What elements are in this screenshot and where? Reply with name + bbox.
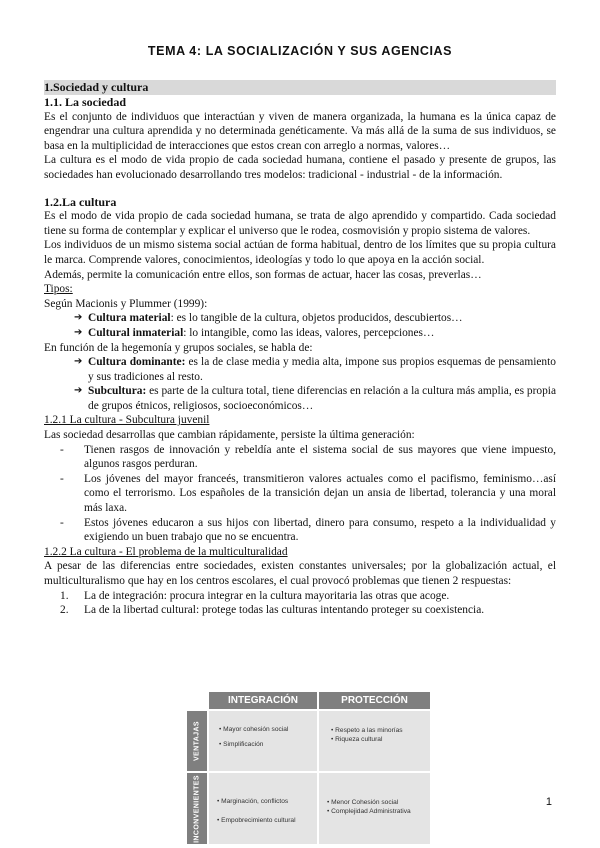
paragraph: La cultura es el modo de vida propio de cada sociedad humana, contiene el pasado y presente de grupos, las sociedades han evolucionado desarrollando tres modelos: tradicional - industrial - de la información. xyxy=(44,154,556,181)
subsection-heading-sociedad: 1.1. La sociedad xyxy=(44,95,127,109)
list-item xyxy=(74,384,556,413)
hegemony-list xyxy=(44,355,556,413)
term: Cultura dominante: xyxy=(88,356,186,369)
list-item: - Estos jóvenes educaron a sus hijos con libertad, dinero para consumo, respeto a la individualidad y exigiendo un buen trabajo que no se encuentra. xyxy=(60,516,556,544)
term: Cultural inmaterial xyxy=(88,326,184,339)
paragraph: Es el modo de vida propio de cada sociedad humana, se trata de algo aprendido y compartido. Cada sociedad tiene su forma de contemplar y explicar el universo que le rodea, cosmovisión y propio sistema de valores. xyxy=(44,210,556,237)
term: Subcultura: xyxy=(88,385,147,398)
list-item xyxy=(74,355,556,384)
arrow-icon: ➔ xyxy=(74,385,83,397)
subsection-heading-subcultura: 1.2.1 La cultura - Subcultura juvenil xyxy=(44,414,210,427)
definition: es la de clase media y media alta, impone sus propios esquemas de pensamiento y sus tradiciones al resto. xyxy=(88,356,556,383)
types-list xyxy=(44,311,556,340)
document-body xyxy=(44,80,556,618)
list-item: - Tienen rasgos de innovación y rebeldía ante el sistema social de sus mayores que viene impuesto, algunos rasgos perduran. xyxy=(60,443,556,471)
list-item: 1. La de integración: procura integrar en la cultura mayoritaria las otras que acoge. xyxy=(60,589,450,602)
table-cell: • Respeto a las minorías • Riqueza cultural xyxy=(319,711,430,771)
paragraph: Además, permite la comunicación entre ellos, son formas de actuar, hacer las cosas, preverlas… xyxy=(44,268,482,281)
row-header-ventajas: VENTAJAS xyxy=(187,711,207,771)
table-cell: • Menor Cohesión social • Complejidad Administrativa xyxy=(319,773,430,844)
table-cell: • Mayor cohesión social • Simplificación xyxy=(209,711,317,771)
list-item xyxy=(74,326,556,341)
definition: : es lo tangible de la cultura, objetos producidos, descubiertos… xyxy=(170,312,463,325)
list-item: - Los jóvenes del mayor franceés, transmitieron valores actuales como el pacifismo, feminismo…así como el terrorismo. Los españoles de la transición dejan un ansia de libertad, tolerancia y una moral más laxa. xyxy=(60,472,556,515)
responses-list xyxy=(44,589,556,618)
table-cell: • Marginación, conflictos • Empobrecimiento cultural xyxy=(209,773,317,844)
paragraph: Es el conjunto de individuos que interactúan y viven de manera organizada, la humana es la única capaz de engendrar una cultura aprendida y no determinada genéticamente. Va más allá de la suma de sus individuos, se basa en la multiplicidad de interacciones que estos crean con arreglo a normas, valores… xyxy=(44,110,556,152)
hegemony-intro: En función de la hegemonía y grupos sociales, se habla de: xyxy=(44,341,313,354)
list-item: 2. La de la libertad cultural: protege todas las culturas intentando proteger su coexistencia. xyxy=(60,604,485,617)
arrow-icon: ➔ xyxy=(74,326,83,338)
document-title: TEMA 4: LA SOCIALIZACIÓN Y SUS AGENCIAS xyxy=(147,44,453,58)
arrow-icon: ➔ xyxy=(74,356,83,368)
tipos-label: Tipos: xyxy=(44,283,73,296)
list-item xyxy=(74,311,556,326)
paragraph: Los individuos de un mismo sistema social actúan de forma habitual, dentro de los límites que su propia cultura le marca. Comprende valores, conocimientos, ideologías y todo lo que apoya en la acción social. xyxy=(44,239,556,266)
section-heading: 1.Sociedad y cultura xyxy=(44,80,556,95)
paragraph: A pesar de las diferencias entre sociedades, existen constantes universales; por la globalización actual, el multiculturalismo que hay en los centros escolares, el cual provocó problemas que tienen 2 respuestas: xyxy=(44,560,556,587)
arrow-icon: ➔ xyxy=(74,312,83,324)
term: Cultura material xyxy=(88,312,171,325)
column-header-integracion: INTEGRACIÓN xyxy=(209,692,317,709)
source-line: Según Macionis y Plummer (1999): xyxy=(44,297,208,310)
page-number: 1 xyxy=(545,796,552,808)
subsection-heading-multiculturalidad: 1.2.2 La cultura - El problema de la multiculturalidad xyxy=(44,545,288,558)
column-header-proteccion: PROTECCIÓN xyxy=(319,692,430,709)
definition: : lo intangible, como las ideas, valores, percepciones… xyxy=(183,326,435,339)
paragraph: Las sociedad desarrollas que cambian rápidamente, persiste la última generación: xyxy=(44,429,415,442)
comparison-table xyxy=(187,692,430,844)
subsection-heading-cultura: 1.2.La cultura xyxy=(44,194,117,209)
youth-list xyxy=(44,443,556,545)
row-header-inconvenientes: INCONVENIENTES xyxy=(187,773,207,844)
definition: es parte de la cultura total, tiene diferencias en relación a la cultura más amplia, es propia de grupos étnicos, religiosos, socioeconómicos… xyxy=(88,385,556,412)
